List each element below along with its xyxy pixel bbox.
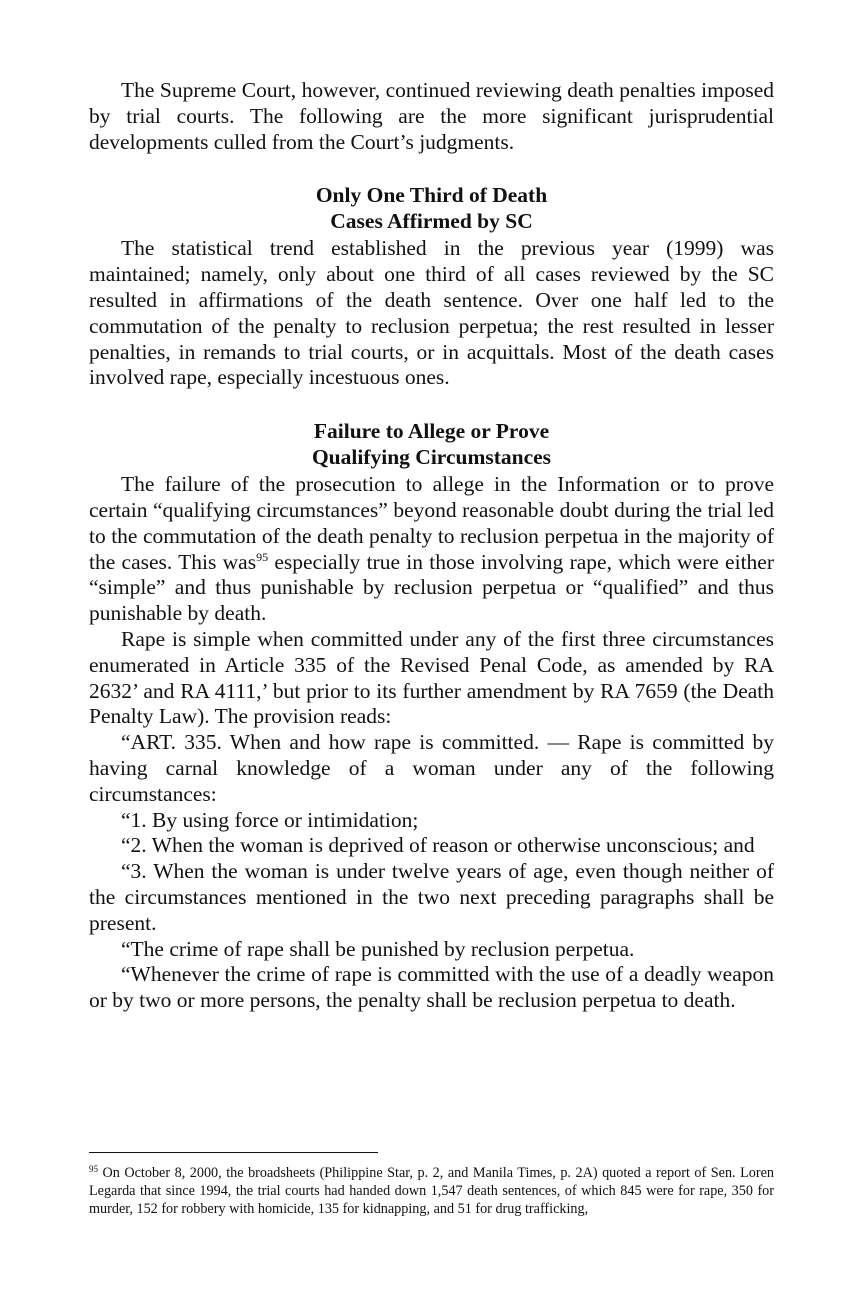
section-heading-line: Failure to Allege or Prove	[313, 419, 550, 444]
intro-paragraph: The Supreme Court, however, continued reviewing death penalties imposed by trial courts. The following are the more significant jurisprudential developments culled from the Court’s judgments.	[89, 78, 774, 154]
circumstance-1: “1. By using force or intimidation;	[121, 807, 419, 832]
section-heading-line: Qualifying Circumstances	[311, 445, 552, 470]
qualifying-text-end: especially true in those involving rape, which were either “simple” and thus punishable by reclusion perpetua or “qualified” and thus punishable by death.	[89, 549, 774, 626]
circumstance-2: “2. When the woman is deprived of reason or otherwise unconscious; and	[121, 833, 755, 858]
qualifying-text-start: The failure of the prosecution to allege in the Information or to prove certain “qualifying circumstances” beyond reasonable doubt during the trial led to the commutation of the death penalty to reclusion perpetua in the majority of the cases. This was	[89, 472, 774, 574]
spacer	[89, 391, 774, 417]
affirmed-paragraph: The statistical trend established in the previous year (1999) was maintained; namely, only about one third of all cases reviewed by the SC resulted in affirmations of the death sentence. Over one half led to the commutation of the penalty to reclusion perpetua; the rest resulted in lesser penalties, in remands to trial courts, or in acquittals. Most of the death cases involved rape, especially incestuous ones.	[89, 236, 774, 390]
section-heading-line: Only One Third of Death	[315, 183, 548, 208]
article-335-quote: “ART. 335. When and how rape is committed. — Rape is committed by having carnal knowledge of a woman under any of the following circumstances:	[89, 730, 774, 806]
spacer	[89, 155, 774, 181]
footnote-95	[89, 1164, 774, 1218]
section-heading-line: Cases Affirmed by SC	[330, 209, 533, 234]
circumstance-3: “3. When the woman is under twelve years of age, even though neither of the circumstances mentioned in the two next preceding paragraphs shall be present.	[89, 859, 774, 935]
footnote-number: 95	[89, 1164, 98, 1174]
section-heading-affirmed	[89, 181, 774, 236]
footnote-reference[interactable]: 95	[256, 549, 269, 564]
penalty-clause: “The crime of rape shall be punished by reclusion perpetua.	[121, 936, 635, 961]
footnote-divider	[89, 1152, 378, 1153]
section-heading-qualifying	[89, 417, 774, 472]
footnote-text: On October 8, 2000, the broadsheets (Philippine Star, p. 2, and Manila Times, p. 2A) quoted a report of Sen. Loren Legarda that since 1994, the trial courts had handed down 1,547 death sentences, of which 845 were for rape, 350 for murder, 152 for robbery with homicide, 135 for kidnapping, and 51 for drug trafficking,	[89, 1165, 774, 1217]
qualifying-paragraph	[89, 472, 774, 627]
document-body	[89, 78, 774, 1014]
deadly-weapon-clause: “Whenever the crime of rape is committed with the use of a deadly weapon or by two or more persons, the penalty shall be reclusion perpetua to death.	[89, 962, 774, 1013]
simple-rape-paragraph: Rape is simple when committed under any of the first three circumstances enumerated in Article 335 of the Revised Penal Code, as amended by RA 2632’ and RA 4111,’ but prior to its further amendment by RA 7659 (the Death Penalty Law). The provision reads:	[89, 626, 774, 729]
